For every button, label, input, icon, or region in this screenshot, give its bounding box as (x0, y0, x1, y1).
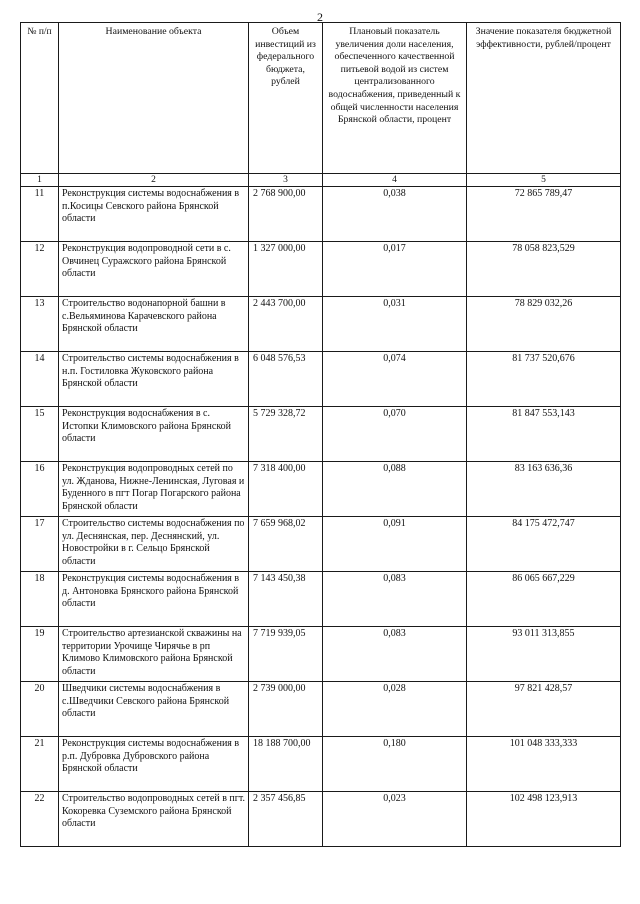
header-investment: Объем инвестиций из федерального бюджета, рублей (249, 23, 323, 174)
object-name: Строительство системы водоснабжения по ул. Деснянская, пер. Деснянский, ул. Новостройки в г. Сельцо Брянской области (59, 517, 249, 572)
row-number: 11 (21, 187, 59, 242)
header-num: № п/п (21, 23, 59, 174)
indicator-percent: 0,083 (323, 627, 467, 682)
investment-amount: 18 188 700,00 (249, 737, 323, 792)
efficiency-value: 97 821 428,57 (467, 682, 621, 737)
indicator-percent: 0,088 (323, 462, 467, 517)
table-row (21, 462, 621, 517)
table-row (21, 407, 621, 462)
indicator-percent: 0,074 (323, 352, 467, 407)
table-row (21, 682, 621, 737)
row-number: 20 (21, 682, 59, 737)
indicator-percent: 0,083 (323, 572, 467, 627)
column-index: 4 (323, 174, 467, 187)
efficiency-value: 81 847 553,143 (467, 407, 621, 462)
efficiency-value: 78 829 032,26 (467, 297, 621, 352)
efficiency-value: 83 163 636,36 (467, 462, 621, 517)
investment-amount: 2 357 456,85 (249, 792, 323, 847)
investment-amount: 7 318 400,00 (249, 462, 323, 517)
row-number: 18 (21, 572, 59, 627)
row-number: 19 (21, 627, 59, 682)
object-name: Строительство водопроводных сетей в пгт. Кокоревка Суземского района Брянской области (59, 792, 249, 847)
table-row (21, 572, 621, 627)
investment-amount: 2 443 700,00 (249, 297, 323, 352)
table-row (21, 242, 621, 297)
column-index: 3 (249, 174, 323, 187)
object-name: Реконструкция системы водоснабжения в р.п. Дубровка Дубровского района Брянской области (59, 737, 249, 792)
efficiency-value: 86 065 667,229 (467, 572, 621, 627)
object-name: Строительство артезианской скважины на территории Урочище Чирячье в рп Климово Климовского района Брянской области (59, 627, 249, 682)
header-name: Наименование объекта (59, 23, 249, 174)
investment-amount: 2 739 000,00 (249, 682, 323, 737)
investment-table (20, 22, 621, 847)
efficiency-value: 78 058 823,529 (467, 242, 621, 297)
table-row (21, 792, 621, 847)
table-row (21, 737, 621, 792)
header-row (21, 23, 621, 174)
efficiency-value: 81 737 520,676 (467, 352, 621, 407)
investment-amount: 1 327 000,00 (249, 242, 323, 297)
efficiency-value: 101 048 333,333 (467, 737, 621, 792)
column-index: 5 (467, 174, 621, 187)
indicator-percent: 0,091 (323, 517, 467, 572)
object-name: Реконструкция водоснабжения в с. Истопки Климовского района Брянской области (59, 407, 249, 462)
investment-amount: 7 659 968,02 (249, 517, 323, 572)
header-indicator: Плановый показатель увеличения доли населения, обеспеченного качественной питьевой водой из систем централизованного водоснабжения, приведенный к общей численности населения Брянской области, процент (323, 23, 467, 174)
table-row (21, 187, 621, 242)
table-row (21, 627, 621, 682)
row-number: 14 (21, 352, 59, 407)
efficiency-value: 84 175 472,747 (467, 517, 621, 572)
indicator-percent: 0,031 (323, 297, 467, 352)
indicator-percent: 0,017 (323, 242, 467, 297)
object-name: Строительство водонапорной башни в с.Вельяминова Карачевского района Брянской области (59, 297, 249, 352)
object-name: Шведчики системы водоснабжения в с.Шведчики Севского района Брянской области (59, 682, 249, 737)
column-index: 1 (21, 174, 59, 187)
page-number: 2 (317, 10, 323, 24)
object-name: Строительство системы водоснабжения в н.п. Гостиловка Жуковского района Брянской области (59, 352, 249, 407)
column-index: 2 (59, 174, 249, 187)
object-name: Реконструкция водопроводной сети в с. Овчинец Суражского района Брянской области (59, 242, 249, 297)
investment-amount: 7 143 450,38 (249, 572, 323, 627)
table-row (21, 517, 621, 572)
table-row (21, 297, 621, 352)
indicator-percent: 0,038 (323, 187, 467, 242)
column-index-row (21, 174, 621, 187)
table-row (21, 352, 621, 407)
header-efficiency: Значение показателя бюджетной эффективности, рублей/процент (467, 23, 621, 174)
investment-amount: 2 768 900,00 (249, 187, 323, 242)
efficiency-value: 72 865 789,47 (467, 187, 621, 242)
indicator-percent: 0,028 (323, 682, 467, 737)
row-number: 15 (21, 407, 59, 462)
indicator-percent: 0,180 (323, 737, 467, 792)
efficiency-value: 102 498 123,913 (467, 792, 621, 847)
indicator-percent: 0,023 (323, 792, 467, 847)
object-name: Реконструкция водопроводных сетей по ул. Жданова, Нижне-Ленинская, Луговая и Буденного в пгт Погар Погарского района Брянской области (59, 462, 249, 517)
object-name: Реконструкция системы водоснабжения в д. Антоновка Брянского района Брянской области (59, 572, 249, 627)
row-number: 21 (21, 737, 59, 792)
investment-amount: 6 048 576,53 (249, 352, 323, 407)
efficiency-value: 93 011 313,855 (467, 627, 621, 682)
row-number: 12 (21, 242, 59, 297)
row-number: 22 (21, 792, 59, 847)
investment-amount: 5 729 328,72 (249, 407, 323, 462)
indicator-percent: 0,070 (323, 407, 467, 462)
row-number: 13 (21, 297, 59, 352)
row-number: 17 (21, 517, 59, 572)
object-name: Реконструкция системы водоснабжения в п.Косицы Севского района Брянской области (59, 187, 249, 242)
row-number: 16 (21, 462, 59, 517)
investment-amount: 7 719 939,05 (249, 627, 323, 682)
